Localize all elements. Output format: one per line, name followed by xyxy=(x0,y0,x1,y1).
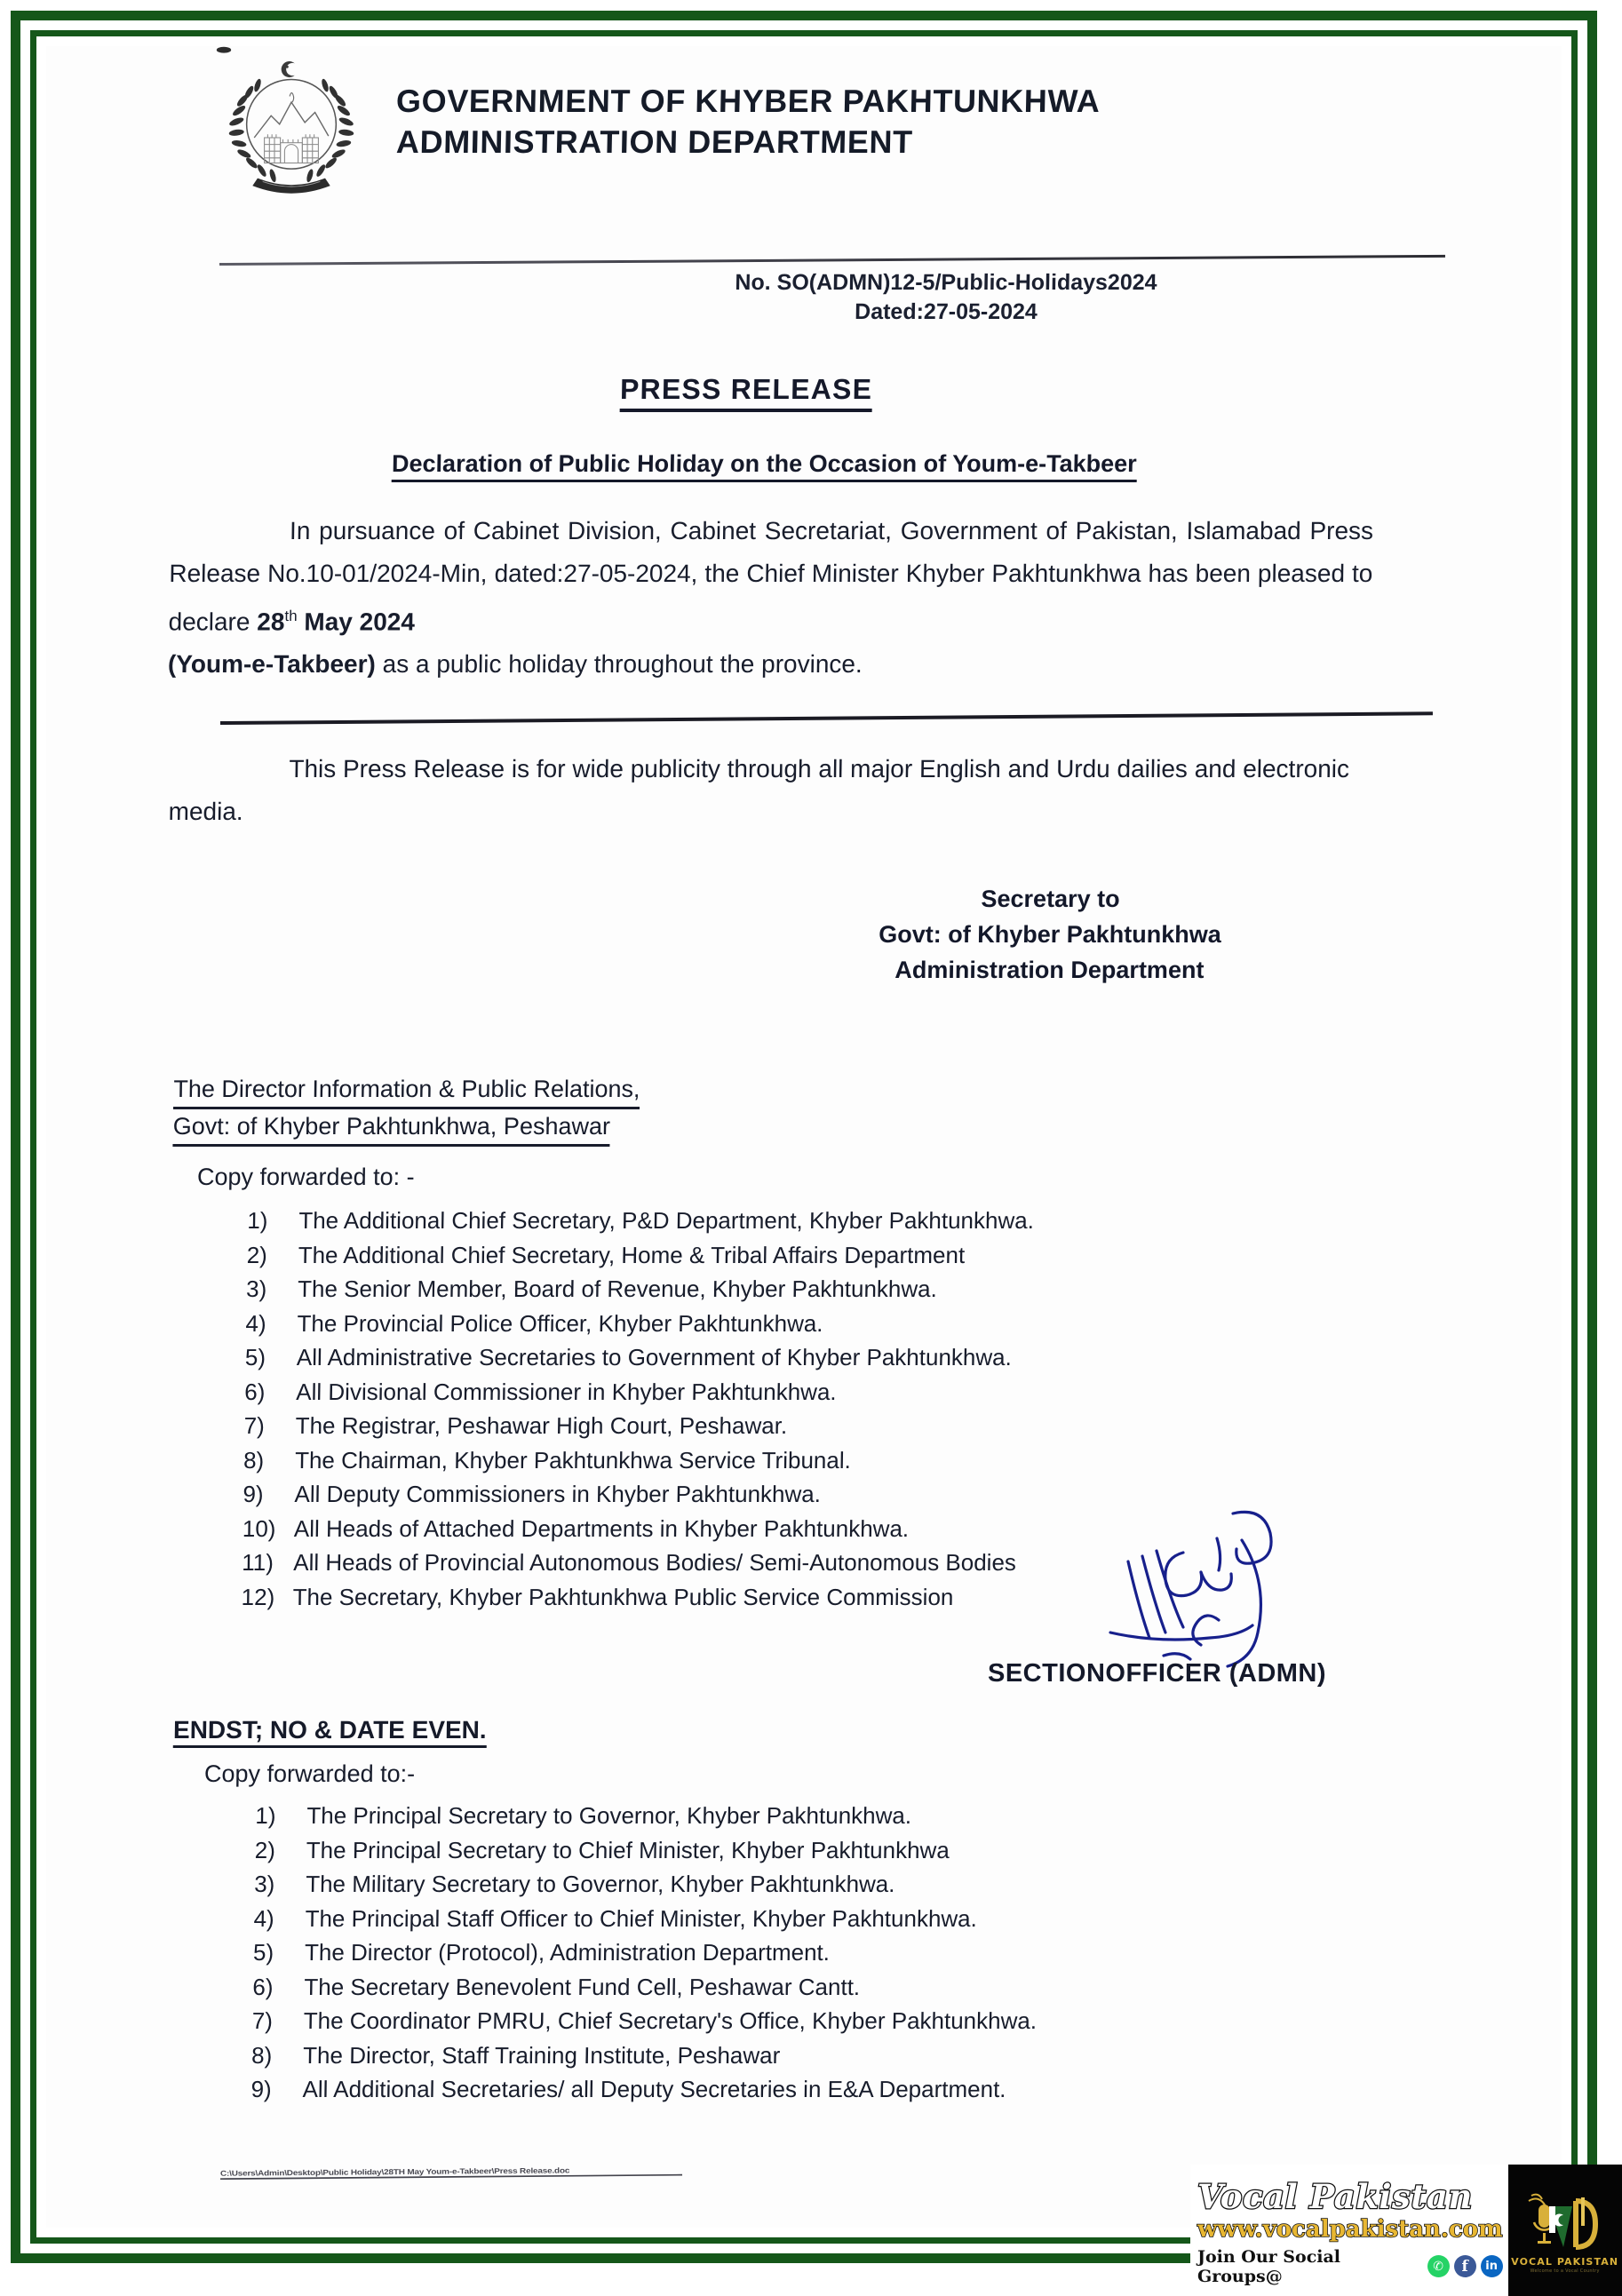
distribution-primary-item xyxy=(221,1238,1412,1273)
distribution-primary-item-text: All Deputy Commissioners in Khyber Pakhtunkhwa. xyxy=(294,1481,822,1507)
distribution-endorsement-item-number: 2) xyxy=(254,1836,276,1863)
document-paper xyxy=(46,46,1619,2286)
press-release-heading-text: PRESS RELEASE xyxy=(620,373,873,412)
distribution-primary-item-text: The Provincial Police Officer, Khyber Pakhtunkhwa. xyxy=(297,1309,823,1337)
department-title: ADMINISTRATION DEPARTMENT xyxy=(395,123,914,160)
signatory-government: Govt: of Khyber Pakhtunkhwa xyxy=(879,921,1221,948)
khyber-pakhtunkhwa-emblem-icon xyxy=(224,50,359,192)
distribution-endorsement-item-text: The Principal Staff Officer to Chief Minister, Khyber Pakhtunkhwa. xyxy=(305,1904,978,1932)
addressee-line-2: Govt: of Khyber Pakhtunkhwa, Peshawar xyxy=(172,1109,610,1147)
endorsement-heading: ENDST; NO & DATE EVEN. xyxy=(173,1716,487,1748)
signatory-role: Secretary to xyxy=(981,886,1120,912)
section-officer-designation: SECTIONOFFICER (ADMN) xyxy=(988,1659,1327,1688)
holiday-month-year: May 2024 xyxy=(297,608,416,636)
copy-forwarded-label-2: Copy forwarded to:- xyxy=(203,1760,416,1787)
watermark-text-block xyxy=(1190,2165,1508,2296)
distribution-primary-item xyxy=(217,1545,1408,1580)
government-title: GOVERNMENT OF KHYBER PAKHTUNKHWA xyxy=(395,83,1101,119)
document-header xyxy=(46,46,1562,192)
watermark-logo-tagline: Welcome to a Vocal Country xyxy=(1530,2268,1600,2274)
distribution-primary-item-number: 12) xyxy=(241,1583,275,1610)
distribution-endorsement-item-number: 6) xyxy=(252,1973,274,2000)
addressee-line-1: The Director Information & Public Relations, xyxy=(173,1072,640,1109)
distribution-endorsement-item-text: The Military Secretary to Governor, Khyber Pakhtunkhwa. xyxy=(305,1871,895,1897)
body-paragraph-1 xyxy=(168,510,1374,686)
distribution-primary-item xyxy=(219,1375,1411,1410)
distribution-endorsement-item xyxy=(227,2004,1418,2038)
whatsapp-icon[interactable]: ✆ xyxy=(1427,2255,1450,2277)
addressee-block xyxy=(172,1072,640,1147)
distribution-list-endorsement xyxy=(226,1799,1420,2107)
vocal-pakistan-logo-icon xyxy=(1519,2187,1611,2254)
distribution-primary-item-text: The Secretary, Khyber Pakhtunkhwa Public Service Commission xyxy=(292,1583,954,1610)
distribution-primary-item-text: All Divisional Commissioner in Khyber Pakhtunkhwa. xyxy=(296,1378,837,1405)
distribution-endorsement-item-number: 8) xyxy=(250,2041,273,2069)
subject-heading xyxy=(46,450,1562,482)
distribution-primary-item-text: The Chairman, Khyber Pakhtunkhwa Service Tribunal. xyxy=(294,1446,852,1474)
subject-heading-text: Declaration of Public Holiday on the Occasion of Youm-e-Takbeer xyxy=(391,450,1136,482)
watermark-brand: Vocal Pakistan xyxy=(1197,2176,1473,2216)
distribution-primary-item xyxy=(218,1512,1409,1546)
distribution-primary-item xyxy=(219,1443,1410,1478)
holiday-occasion-term: (Youm-e-Takbeer) xyxy=(167,650,377,679)
distribution-primary-item xyxy=(220,1307,1411,1341)
distribution-list-primary xyxy=(216,1204,1412,1614)
social-icons-group xyxy=(1427,2255,1503,2277)
distribution-primary-item xyxy=(218,1477,1409,1512)
distribution-primary-item-text: The Additional Chief Secretary, P&D Department, Khyber Pakhtunkhwa. xyxy=(298,1207,1035,1234)
secretary-signature-block xyxy=(667,881,1433,988)
distribution-primary-item-number: 9) xyxy=(243,1481,264,1507)
distribution-primary-item-number: 5) xyxy=(244,1344,266,1370)
vocal-pakistan-watermark xyxy=(1190,2165,1619,2296)
distribution-endorsement-item-number: 5) xyxy=(252,1939,274,1966)
watermark-logo-label: VOCAL PAKISTAN xyxy=(1511,2256,1619,2268)
distribution-primary-item-text: The Registrar, Peshawar High Court, Peshawar. xyxy=(295,1412,788,1439)
distribution-primary-item-number: 4) xyxy=(245,1309,266,1337)
distribution-endorsement-item-number: 4) xyxy=(253,1904,274,1932)
press-release-heading xyxy=(46,373,1562,412)
distribution-primary-item-number: 1) xyxy=(247,1207,268,1234)
distribution-endorsement-item-text: The Secretary Benevolent Fund Cell, Peshawar Cantt. xyxy=(304,1973,861,2000)
distribution-endorsement-item-number: 1) xyxy=(255,1802,276,1829)
distribution-primary-item xyxy=(216,1580,1407,1615)
distribution-endorsement-item xyxy=(226,2072,1417,2107)
distribution-endorsement-item xyxy=(229,1867,1420,1902)
watermark-social-row xyxy=(1197,2247,1503,2286)
reference-number: No. SO(ADMN)12-5/Public-Holidays2024 xyxy=(735,270,1157,295)
distribution-endorsement-item-text: The Principal Secretary to Governor, Khyber Pakhtunkhwa. xyxy=(306,1802,912,1829)
reference-date: Dated:27-05-2024 xyxy=(854,299,1038,324)
distribution-primary-item xyxy=(220,1340,1411,1375)
header-divider-rule xyxy=(219,255,1445,266)
distribution-endorsement-item xyxy=(228,1902,1419,1936)
linkedin-icon[interactable]: in xyxy=(1481,2255,1503,2277)
reference-block xyxy=(46,268,1562,327)
distribution-endorsement-item-text: The Coordinator PMRU, Chief Secretary's Office, Khyber Pakhtunkhwa. xyxy=(303,2007,1038,2034)
organization-title-block xyxy=(396,75,1101,163)
distribution-endorsement-item xyxy=(227,1970,1419,2005)
distribution-primary-item-number: 3) xyxy=(245,1275,267,1302)
distribution-primary-item-text: All Heads of Provincial Autonomous Bodies/ Semi-Autonomous Bodies xyxy=(293,1549,1017,1576)
distribution-endorsement-item-number: 9) xyxy=(250,2076,272,2102)
watermark-logo-box xyxy=(1508,2165,1622,2296)
section-divider-rule xyxy=(220,711,1433,725)
distribution-endorsement-item-text: All Additional Secretaries/ all Deputy Secretaries in E&A Department. xyxy=(302,2076,1006,2102)
distribution-endorsement-item xyxy=(227,2038,1418,2073)
distribution-endorsement-item xyxy=(230,1799,1421,1833)
distribution-primary-item-text: The Senior Member, Board of Revenue, Khyber Pakhtunkhwa. xyxy=(297,1275,938,1302)
distribution-primary-item-text: All Heads of Attached Departments in Khyber Pakhtunkhwa. xyxy=(293,1514,910,1542)
distribution-primary-item-number: 11) xyxy=(242,1549,274,1576)
distribution-endorsement-item-text: The Director (Protocol), Administration Department. xyxy=(304,1939,831,1966)
document-file-path: C:\Users\Admin\Desktop\Public Holiday\28TH May Youm-e-Takbeer\Press Release.doc xyxy=(220,2165,682,2180)
distribution-primary-item-number: 10) xyxy=(242,1514,276,1542)
body-part-1: In pursuance of Cabinet Division, Cabinet Secretariat, Government of Pakistan, Islamabad Press Release No.10-01/2024-Min, dated:27-05-2024, the Chief Minister Khyber Pakhtunkhwa has been pleased to declare xyxy=(168,517,1374,636)
distribution-primary-item-text: All Administrative Secretaries to Government of Khyber Pakhtunkhwa. xyxy=(296,1344,1013,1370)
distribution-endorsement-item xyxy=(228,1935,1419,1970)
holiday-day-ordinal: th xyxy=(284,608,298,624)
distribution-primary-item xyxy=(221,1272,1412,1307)
signatory-department: Administration Department xyxy=(894,957,1205,983)
distribution-primary-item-number: 7) xyxy=(243,1412,266,1439)
distribution-endorsement-item-text: The Director, Staff Training Institute, Peshawar xyxy=(302,2041,781,2069)
watermark-join-label: Join Our Social Groups@ xyxy=(1197,2246,1341,2286)
distribution-endorsement-item-text: The Principal Secretary to Chief Minister, Khyber Pakhtunkhwa xyxy=(306,1836,950,1863)
distribution-primary-item xyxy=(222,1204,1413,1238)
distribution-endorsement-item-number: 3) xyxy=(253,1871,275,1897)
distribution-primary-item-text: The Additional Chief Secretary, Home & Tribal Affairs Department xyxy=(298,1241,966,1268)
distribution-primary-item-number: 6) xyxy=(244,1378,266,1405)
holiday-day-number: 28 xyxy=(257,608,285,636)
distribution-endorsement-item-number: 7) xyxy=(251,2007,274,2034)
watermark-website-url[interactable]: www.vocalpakistan.com xyxy=(1197,2215,1503,2243)
distribution-endorsement-item xyxy=(230,1833,1421,1868)
distribution-primary-item-number: 8) xyxy=(243,1446,265,1474)
copy-forwarded-label-1: Copy forwarded to: - xyxy=(196,1164,415,1190)
distribution-primary-item-number: 2) xyxy=(246,1241,268,1268)
distribution-primary-item xyxy=(219,1409,1410,1443)
body-paragraph-2 xyxy=(168,748,1372,833)
facebook-icon[interactable]: f xyxy=(1454,2255,1476,2277)
body-part-3: as a public holiday throughout the province. xyxy=(375,650,863,679)
publicity-text: This Press Release is for wide publicity through all major English and Urdu dailies and electronic media. xyxy=(168,755,1350,825)
